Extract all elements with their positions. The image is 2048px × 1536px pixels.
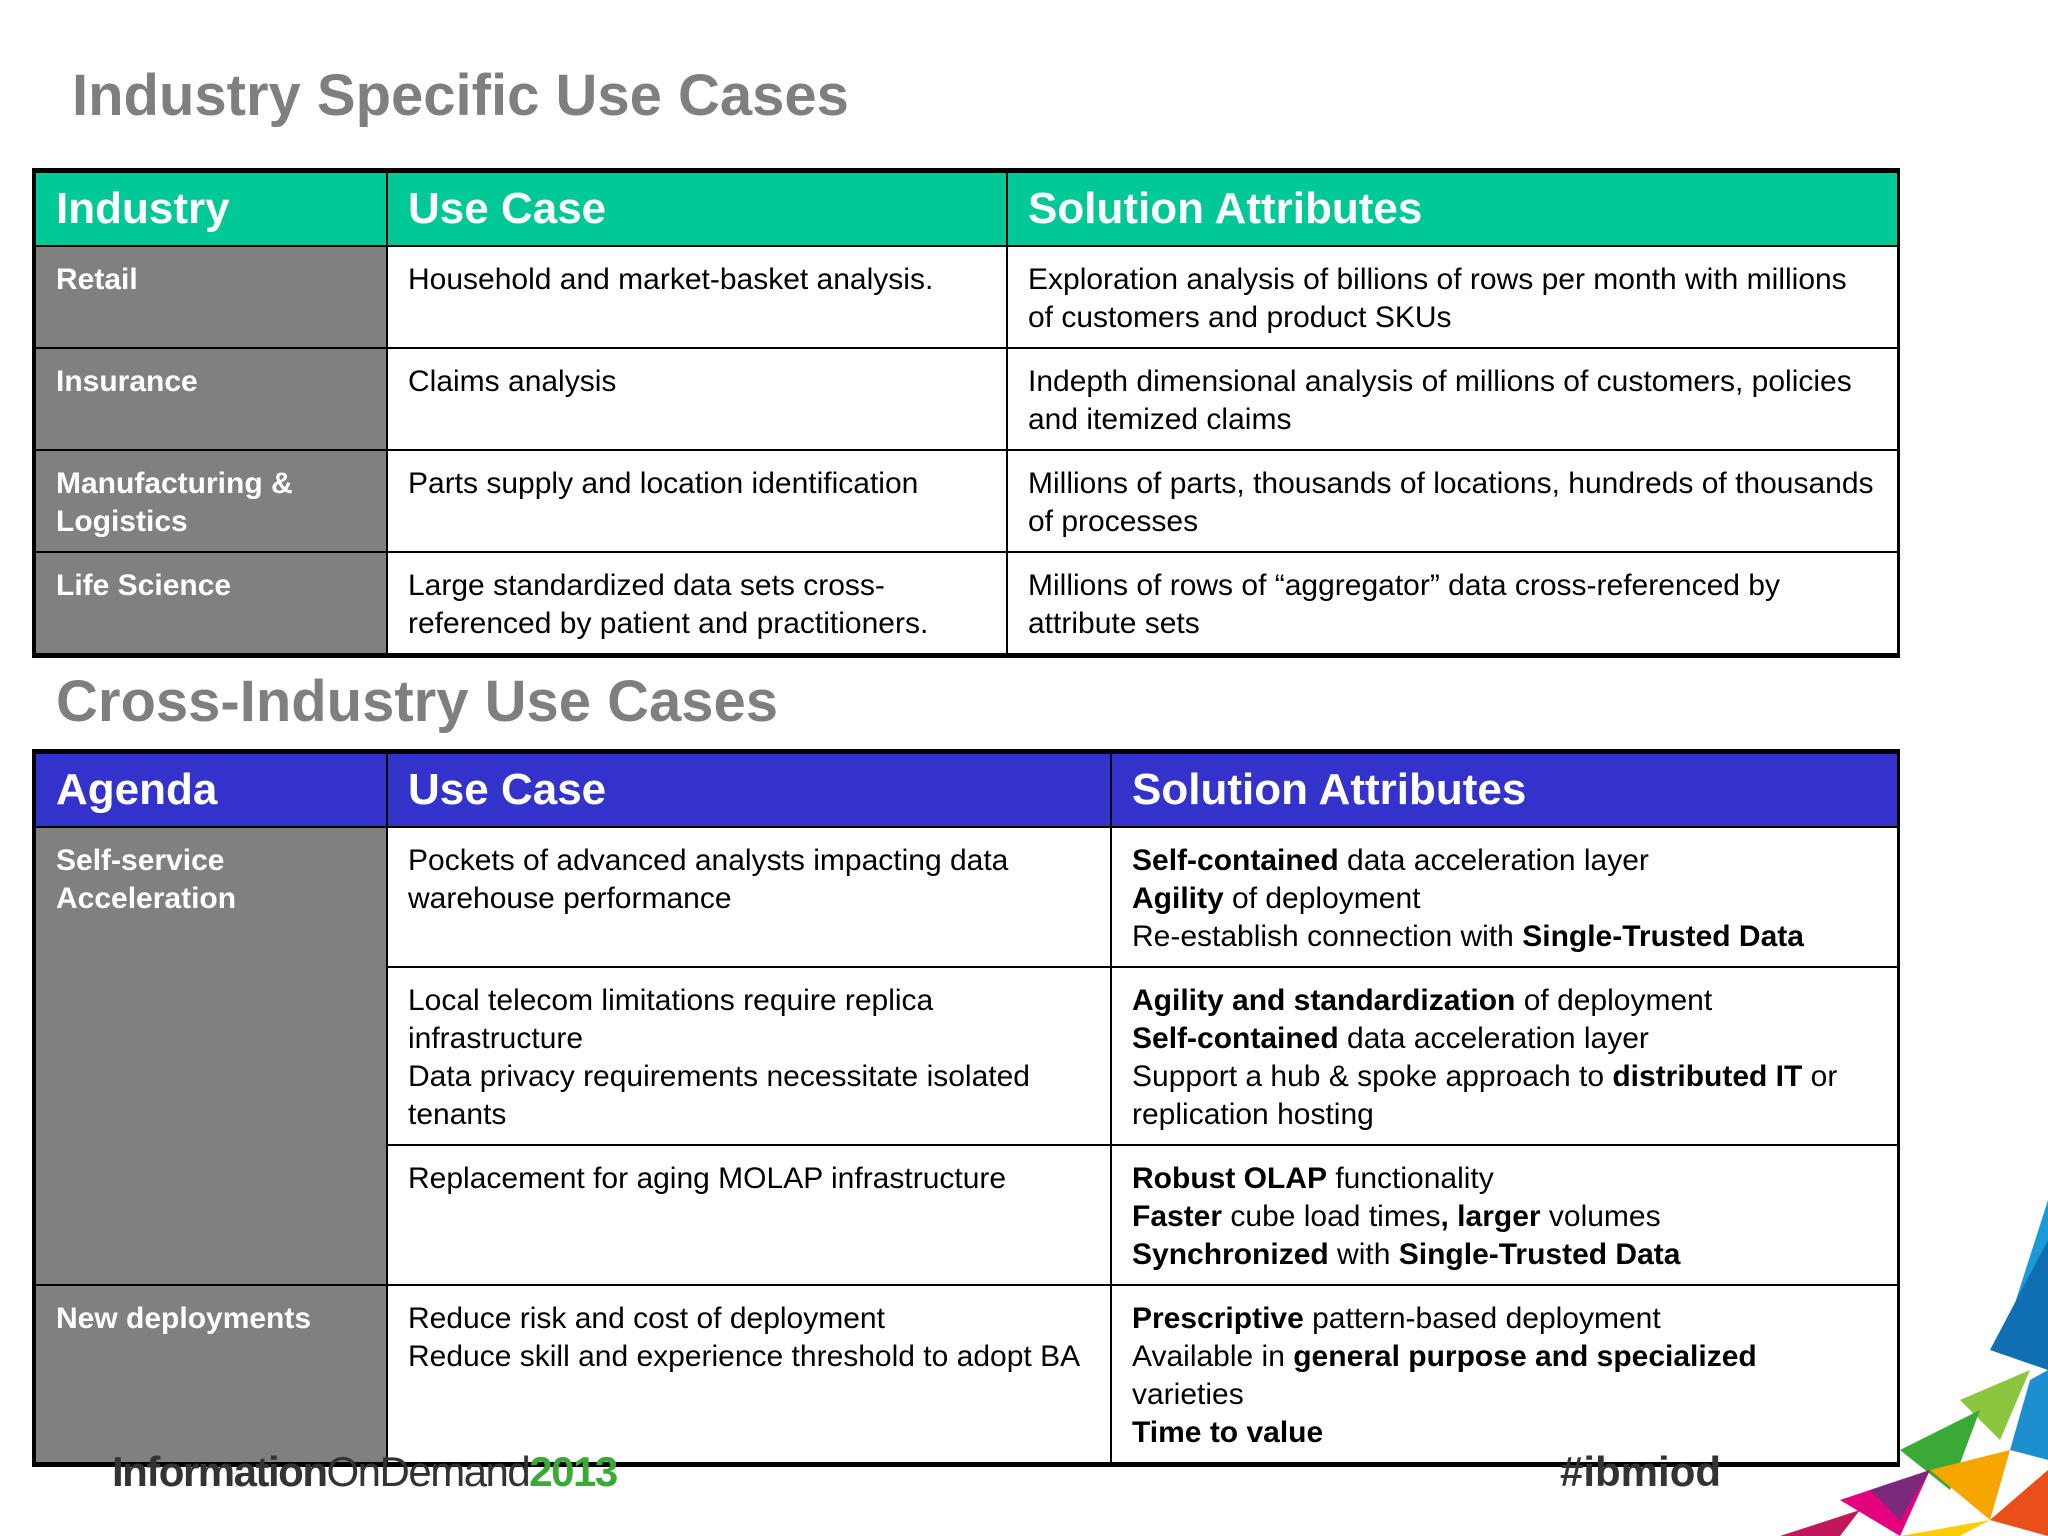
industry-name-cell: Insurance [34,348,387,450]
cross-industry-section-title: Cross-Industry Use Cases [56,669,779,734]
bold-attribute-text: Robust OLAP [1132,1162,1327,1195]
use-case-text: Household and market-basket analysis. [408,263,934,296]
industry-name-cell: Retail [34,246,387,348]
attribute-text: data acceleration layer [1338,1022,1649,1055]
bold-attribute-text: Agility and standardization [1132,984,1516,1017]
cross-industry-use-cases-table [32,749,1900,1467]
solution-attribute-line [1132,982,1877,1020]
bold-attribute-text: Single-Trusted Data [1522,920,1804,953]
solution-attribute-text: Millions of rows of “aggregator” data cross-referenced by attribute sets [1028,569,1780,640]
use-case-cell [387,450,1007,552]
solution-attribute-line [1132,918,1877,956]
header-solution-attributes: Solution Attributes [1111,752,1898,828]
bold-attribute-text: distributed IT [1612,1060,1803,1093]
use-case-text: Pockets of advanced analysts impacting data warehouse performance [408,844,1009,915]
industry-use-cases-table [32,168,1900,658]
solution-attribute-text: Indepth dimensional analysis of millions of customers, policies and itemized claims [1028,365,1852,436]
attribute-text: Re-establish connection with [1132,920,1523,953]
solution-attribute-line [1132,1020,1877,1058]
use-case-cell [387,348,1007,450]
use-case-text: Claims analysis [408,365,617,398]
attribute-text: with [1328,1238,1399,1271]
use-case-text: Reduce skill and experience threshold to adopt BA [408,1340,1081,1373]
hashtag-label: #ibmiod [1560,1448,1722,1495]
header-industry: Industry [34,171,387,247]
use-case-cell [387,967,1111,1145]
industry-table-row [34,348,1898,450]
industry-name-cell: Manufacturing & Logistics [34,450,387,552]
industry-table-row [34,450,1898,552]
attribute-text: pattern-based deployment [1303,1302,1661,1335]
bold-attribute-text: Self-contained [1132,1022,1339,1055]
use-case-cell [387,827,1111,967]
industry-table-row [34,552,1898,656]
industry-name-cell: Life Science [34,552,387,656]
solution-attributes-cell [1007,348,1898,450]
bold-attribute-text: Agility [1132,882,1224,915]
attribute-text: of deployment [1515,984,1713,1017]
cross-table-row [34,1285,1898,1465]
use-case-cell [387,1285,1111,1465]
use-case-text: Local telecom limitations require replica infrastructure [408,984,934,1055]
solution-attribute-text: Millions of parts, thousands of locations, hundreds of thousands of processes [1028,467,1874,538]
solution-attribute-line [1132,842,1877,880]
solution-attributes-cell [1007,552,1898,656]
logo-year-text: 2013 [529,1448,617,1495]
use-case-cell [387,552,1007,656]
use-case-text: Parts supply and location identification [408,467,919,500]
bold-attribute-text: Synchronized [1132,1238,1329,1271]
attribute-text: of deployment [1223,882,1421,915]
agenda-cell: New deployments [34,1285,387,1465]
cross-table-header-row [34,752,1898,828]
solution-attribute-text: Exploration analysis of billions of rows per month with millions of customers and product SKUs [1028,263,1847,334]
attribute-text: cube load times [1222,1200,1441,1233]
header-agenda: Agenda [34,752,387,828]
use-case-text: Reduce risk and cost of deployment [408,1302,885,1335]
use-case-text: Large standardized data sets cross-referenced by patient and practitioners. [408,569,929,640]
solution-attributes-cell [1007,246,1898,348]
attribute-text: functionality [1327,1162,1494,1195]
bold-attribute-text: Single-Trusted Data [1398,1238,1681,1271]
bold-attribute-text: Self-contained [1132,844,1339,877]
attribute-text: Support a hub & spoke approach to [1132,1060,1613,1093]
solution-attribute-line [1132,880,1877,918]
solution-attribute-line [1132,1160,1877,1198]
attribute-text: varieties [1132,1378,1244,1411]
cross-table-row [34,827,1898,967]
information-on-demand-logo [112,1448,617,1496]
bold-attribute-text: Faster [1132,1200,1223,1233]
solution-attributes-cell [1111,967,1898,1145]
header-solution-attributes: Solution Attributes [1007,171,1898,247]
industry-table-row [34,246,1898,348]
attribute-text: data acceleration layer [1338,844,1649,877]
bold-attribute-text: , larger [1440,1200,1541,1233]
solution-attributes-cell [1111,827,1898,967]
use-case-text: Data privacy requirements necessitate isolated tenants [408,1060,1030,1131]
attribute-text: Available in [1132,1340,1294,1373]
bold-attribute-text: Time to value [1132,1416,1324,1449]
solution-attribute-line [1132,1058,1877,1134]
logo-ondemand-text: OnDemand [326,1448,530,1495]
solution-attributes-cell [1007,450,1898,552]
agenda-cell: Self-service Acceleration [34,827,387,1285]
bold-attribute-text: general purpose and specialized [1293,1340,1757,1373]
use-case-text: Replacement for aging MOLAP infrastructure [408,1162,1007,1195]
industry-section-title: Industry Specific Use Cases [72,63,849,128]
bold-attribute-text: Prescriptive [1132,1302,1304,1335]
header-use-case: Use Case [387,752,1111,828]
header-use-case: Use Case [387,171,1007,247]
logo-information-text: Information [112,1448,327,1495]
decorative-triangles-graphic [1700,1200,2048,1536]
use-case-cell [387,1145,1111,1285]
attribute-text: volumes [1540,1200,1661,1233]
attribute-text: or replication hosting [1132,1060,1838,1131]
use-case-cell [387,246,1007,348]
industry-table-header-row [34,171,1898,247]
